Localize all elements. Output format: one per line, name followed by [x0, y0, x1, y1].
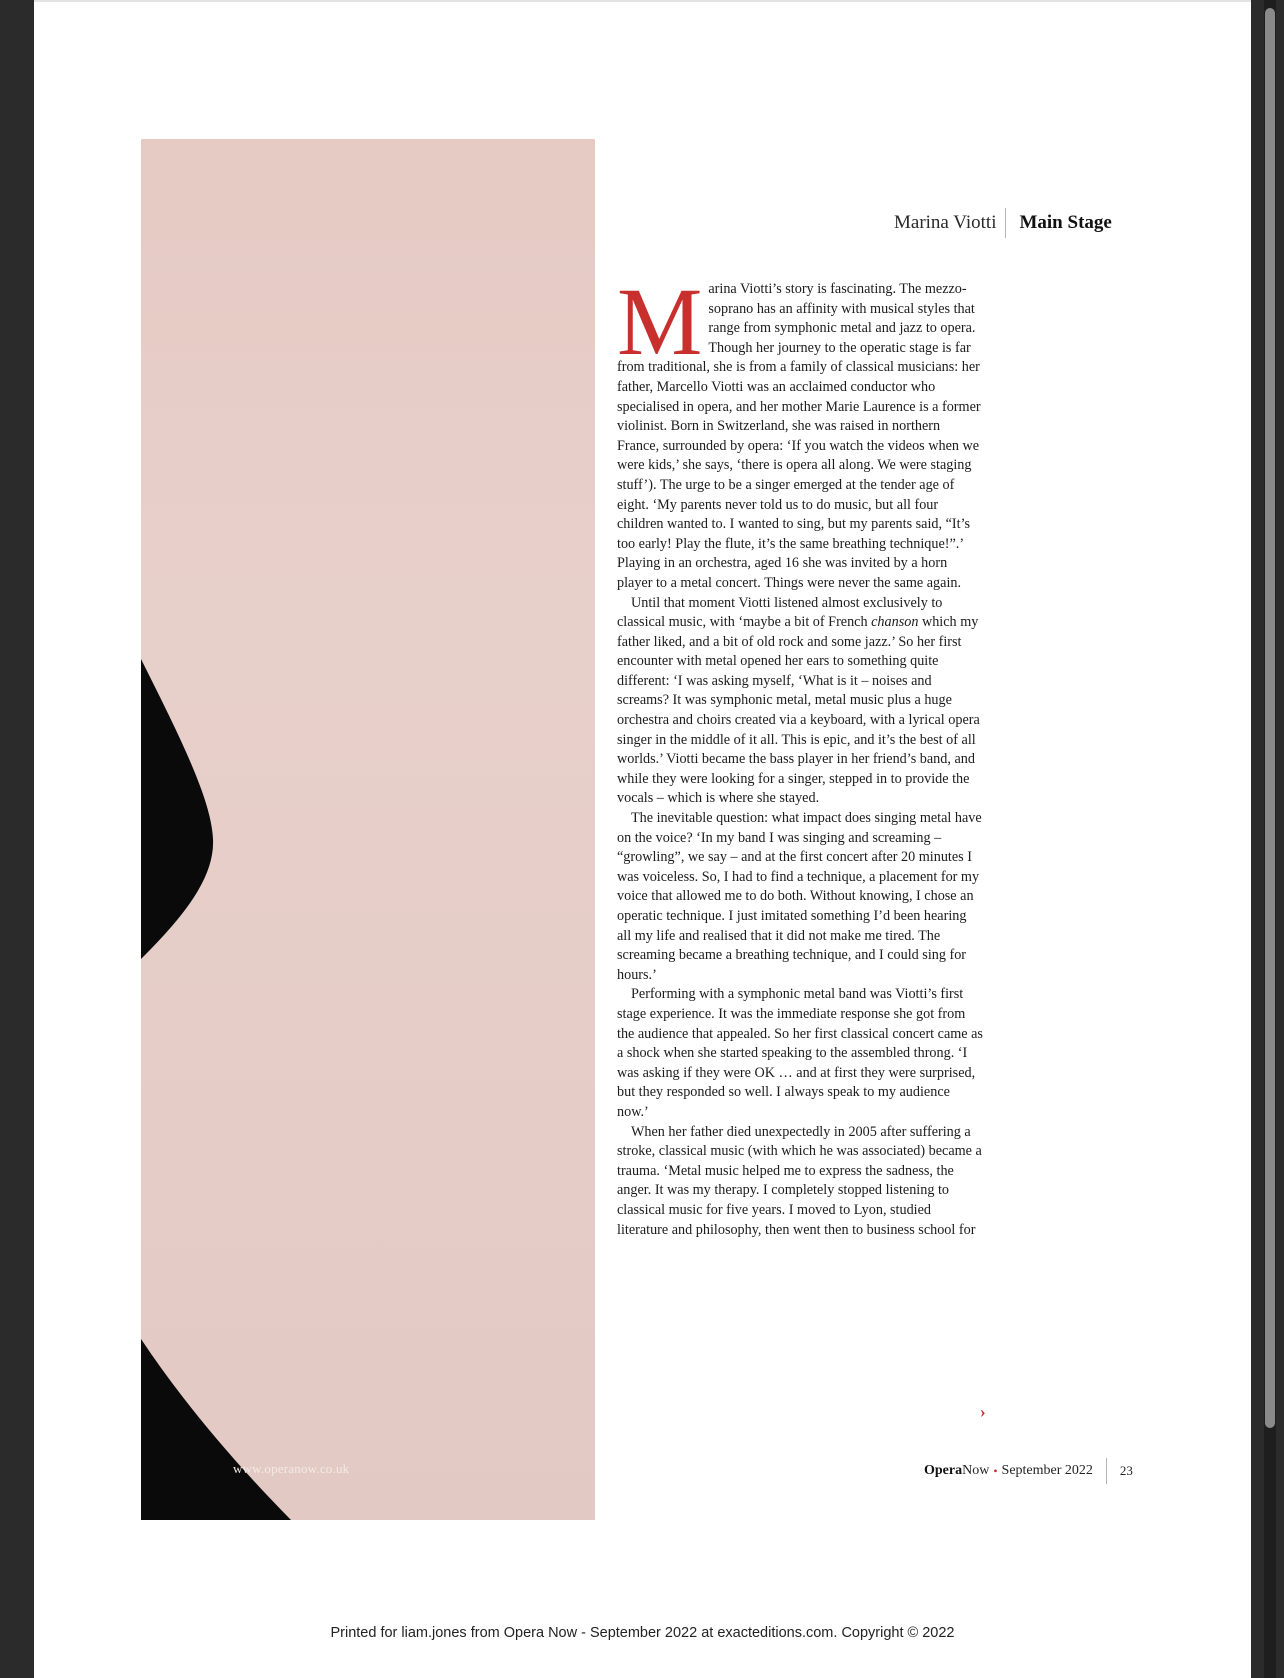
- page-top-border: [34, 0, 1251, 2]
- magazine-name-rest: Now: [962, 1463, 990, 1478]
- page-footer: [924, 1458, 1133, 1484]
- silhouette-lower: [141, 1339, 291, 1520]
- issue-date: September 2022: [1001, 1463, 1093, 1478]
- paragraph-text: arina Viotti’s story is fascinating. The mezzo-soprano has an affinity with musical styles that range from symphonic metal and jazz to opera. Though her journey to the operatic stage is far from traditional, she is from a family of classical musicians: her father, Marcello Viotti was an acclaimed conductor who specialised in opera, and her mother Marie Laurence is a former violinist. Born in Switzerland, she was raised in northern France, surrounded by opera: ‘If you watch the videos when we were kids,’ she says, ‘there is opera all along. We were staging stuff’). The urge to be a singer emerged at the tender age of eight. ‘My parents never told us to do music, but all four children wanted to. I wanted to sing, but my parents said, “It’s too early! Play the flute, it’s the same breathing technique!”.’ Playing in an orchestra, aged 16 she was invited by a horn player to a metal concert. Things were never the same again.: [617, 281, 981, 591]
- magazine-name-bold: Opera: [924, 1463, 963, 1478]
- magazine-page: [34, 0, 1251, 1678]
- header-section: Main Stage: [1019, 212, 1112, 233]
- silhouette-shoulder: [141, 659, 213, 959]
- print-notice: Printed for liam.jones from Opera Now - September 2022 at exacteditions.com. Copyright © 2022: [330, 1625, 955, 1641]
- drop-cap: M: [617, 268, 703, 375]
- article-paragraph: [617, 594, 983, 810]
- header-author: Marina Viotti: [894, 212, 997, 233]
- continue-arrow-icon: ›: [980, 1402, 986, 1421]
- photo-website-caption: www.operanow.co.uk: [233, 1461, 350, 1476]
- article-paragraph: Performing with a symphonic metal band was Viotti’s first stage experience. It was the immediate response she got from the audience that appealed. So her first classical concert came as a shock when she started speaking to the assembled throng. ‘I was asking if they were OK … and at first they were surprised, but they responded so well. I always speak to my audience now.’: [617, 986, 983, 1120]
- article-paragraph: When her father died unexpectedly in 2005 after suffering a stroke, classical music (with which he was associated) became a trauma. ‘Metal music helped me to express the sadness, the anger. It was my therapy. I completely stopped listening to classical music for five years. I moved to Lyon, studied literature and philosophy, then went then to business school for: [617, 1123, 982, 1238]
- italic-word: chanson: [871, 614, 919, 631]
- header-divider: [1005, 208, 1006, 238]
- article-paragraph: [617, 268, 983, 594]
- paragraph-text: which my father liked, and a bit of old rock and some jazz.’ So her first encounter with metal opened her ears to something quite different: ‘I was asking myself, ‘What is it – noises and screams? It was symphonic metal, metal music plus a huge orchestra and choirs created via a keyboard, with a lyrical opera singer in the middle of it all. This is epic, and it’s the best of all worlds.’ Viotti became the bass player in her friend’s band, and while they were looking for a singer, stepped in to provide the vocals – which is where she stayed.: [617, 614, 980, 807]
- photo-silhouette: [141, 139, 595, 1520]
- page-number: 23: [1119, 1463, 1133, 1478]
- footer-divider: [1106, 1458, 1107, 1484]
- article-photo: [141, 139, 595, 1520]
- running-header: [894, 208, 1112, 238]
- article-paragraph: The inevitable question: what impact does singing metal have on the voice? ‘In my band I was singing and screaming – “growling”, we say – and at the first concert after 20 minutes I was voiceless. So, I had to find a technique, a placement for my voice that allowed me to do both. Without knowing, I chose an operatic technique. I just imitated something I’d been hearing all my life and realised that it did not make me tired. The screaming became a breathing technique, and I could sing for hours.’: [617, 810, 982, 983]
- article-body: [617, 268, 983, 1240]
- paragraph-text: Until that moment Viotti listened almost exclusively to classical music, with ‘maybe a bit of French: [617, 594, 943, 631]
- scrollbar-thumb[interactable]: [1265, 8, 1275, 1428]
- footer-bullet: •: [993, 1463, 998, 1478]
